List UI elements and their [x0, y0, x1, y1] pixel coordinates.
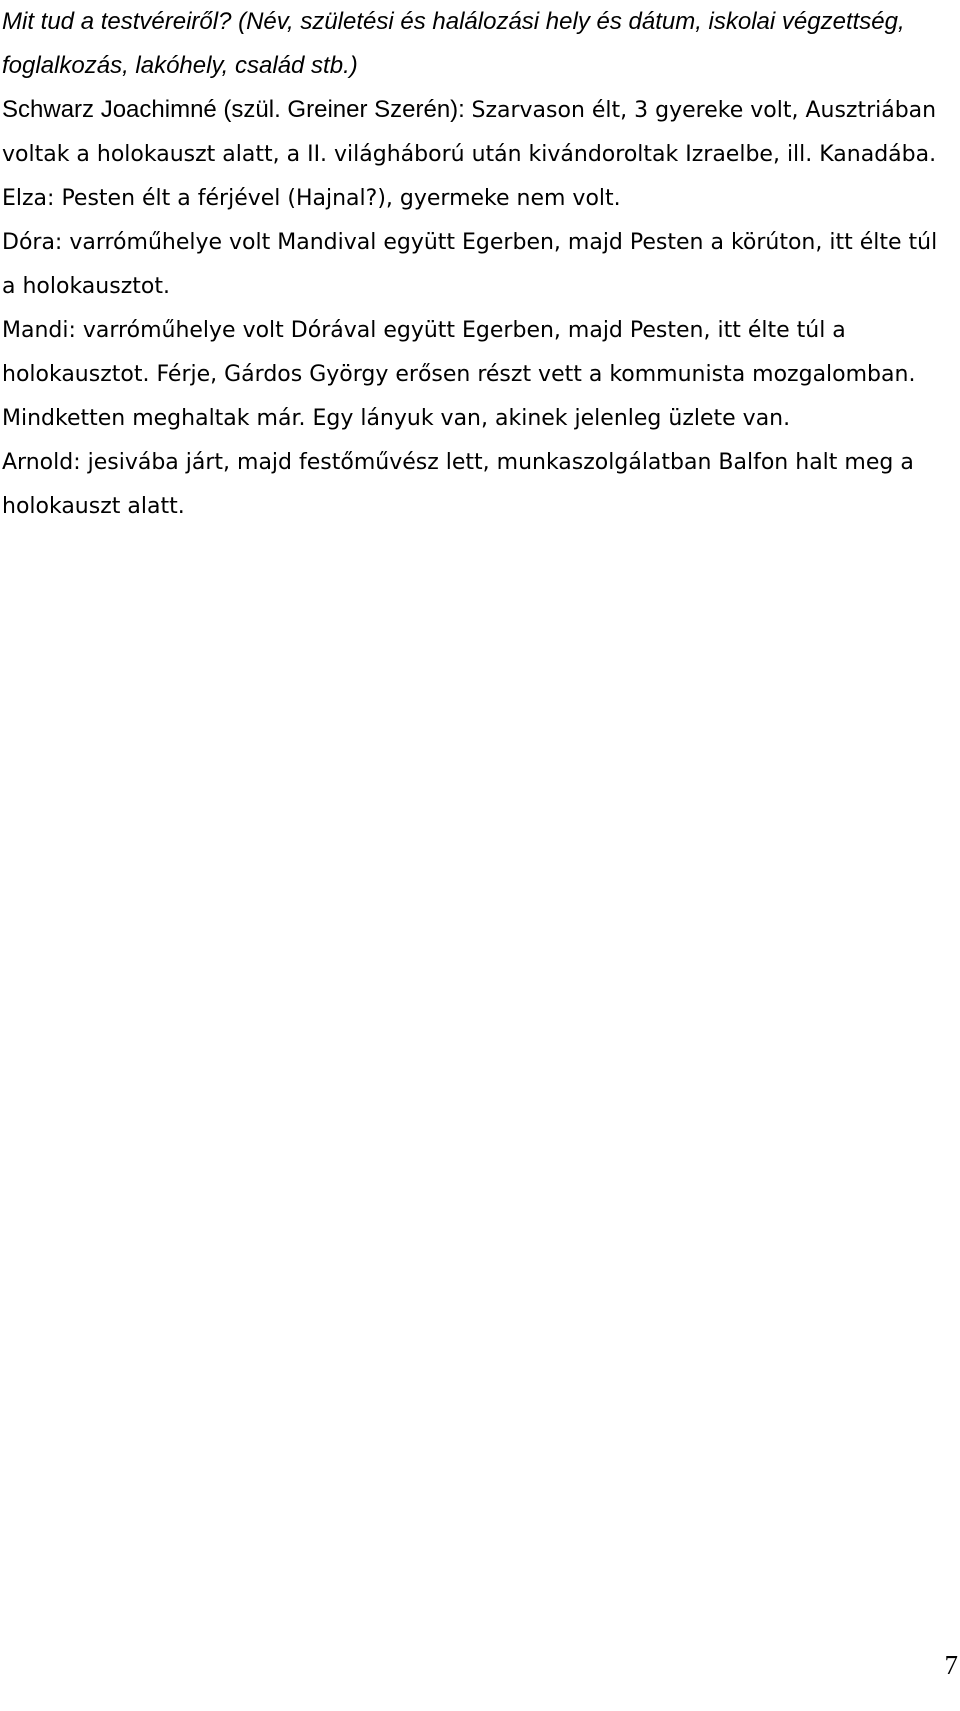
entry-elza: Elza: Pesten élt a férjével (Hajnal?), gyermeke nem volt.: [2, 186, 621, 211]
entry-mandi: Mandi: varróműhelye volt Dórával együtt Egerben, majd Pesten, itt élte túl a holokausztot. Férje, Gárdos György erősen részt vett a kommunista mozgalomban. Mindketten meghaltak már. Egy lányuk van, akinek jelenleg üzlete van.: [2, 318, 916, 431]
entry-schwarz-text: Szarvason élt, 3 gyereke volt, Ausztriában voltak a holokauszt alatt, a II. világháború után kivándoroltak Izraelbe, ill. Kanadába.: [2, 98, 937, 167]
page-number: 7: [944, 1650, 958, 1680]
document-body: [2, 0, 957, 529]
entry-dora: Dóra: varróműhelye volt Mandival együtt Egerben, majd Pesten a körúton, itt élte túl a holokausztot.: [2, 230, 938, 299]
question-heading: Mit tud a testvéreiről? (Név, születési és halálozási hely és dátum, iskolai végzettség, foglalkozás, lakóhely, család stb.): [2, 8, 905, 79]
entry-arnold: Arnold: jesivába járt, majd festőművész lett, munkaszolgálatban Balfon halt meg a holokauszt alatt.: [2, 450, 914, 519]
entry-schwarz-name: Schwarz Joachimné (szül. Greiner Szerén):: [2, 96, 472, 123]
entry-schwarz: [2, 88, 957, 177]
